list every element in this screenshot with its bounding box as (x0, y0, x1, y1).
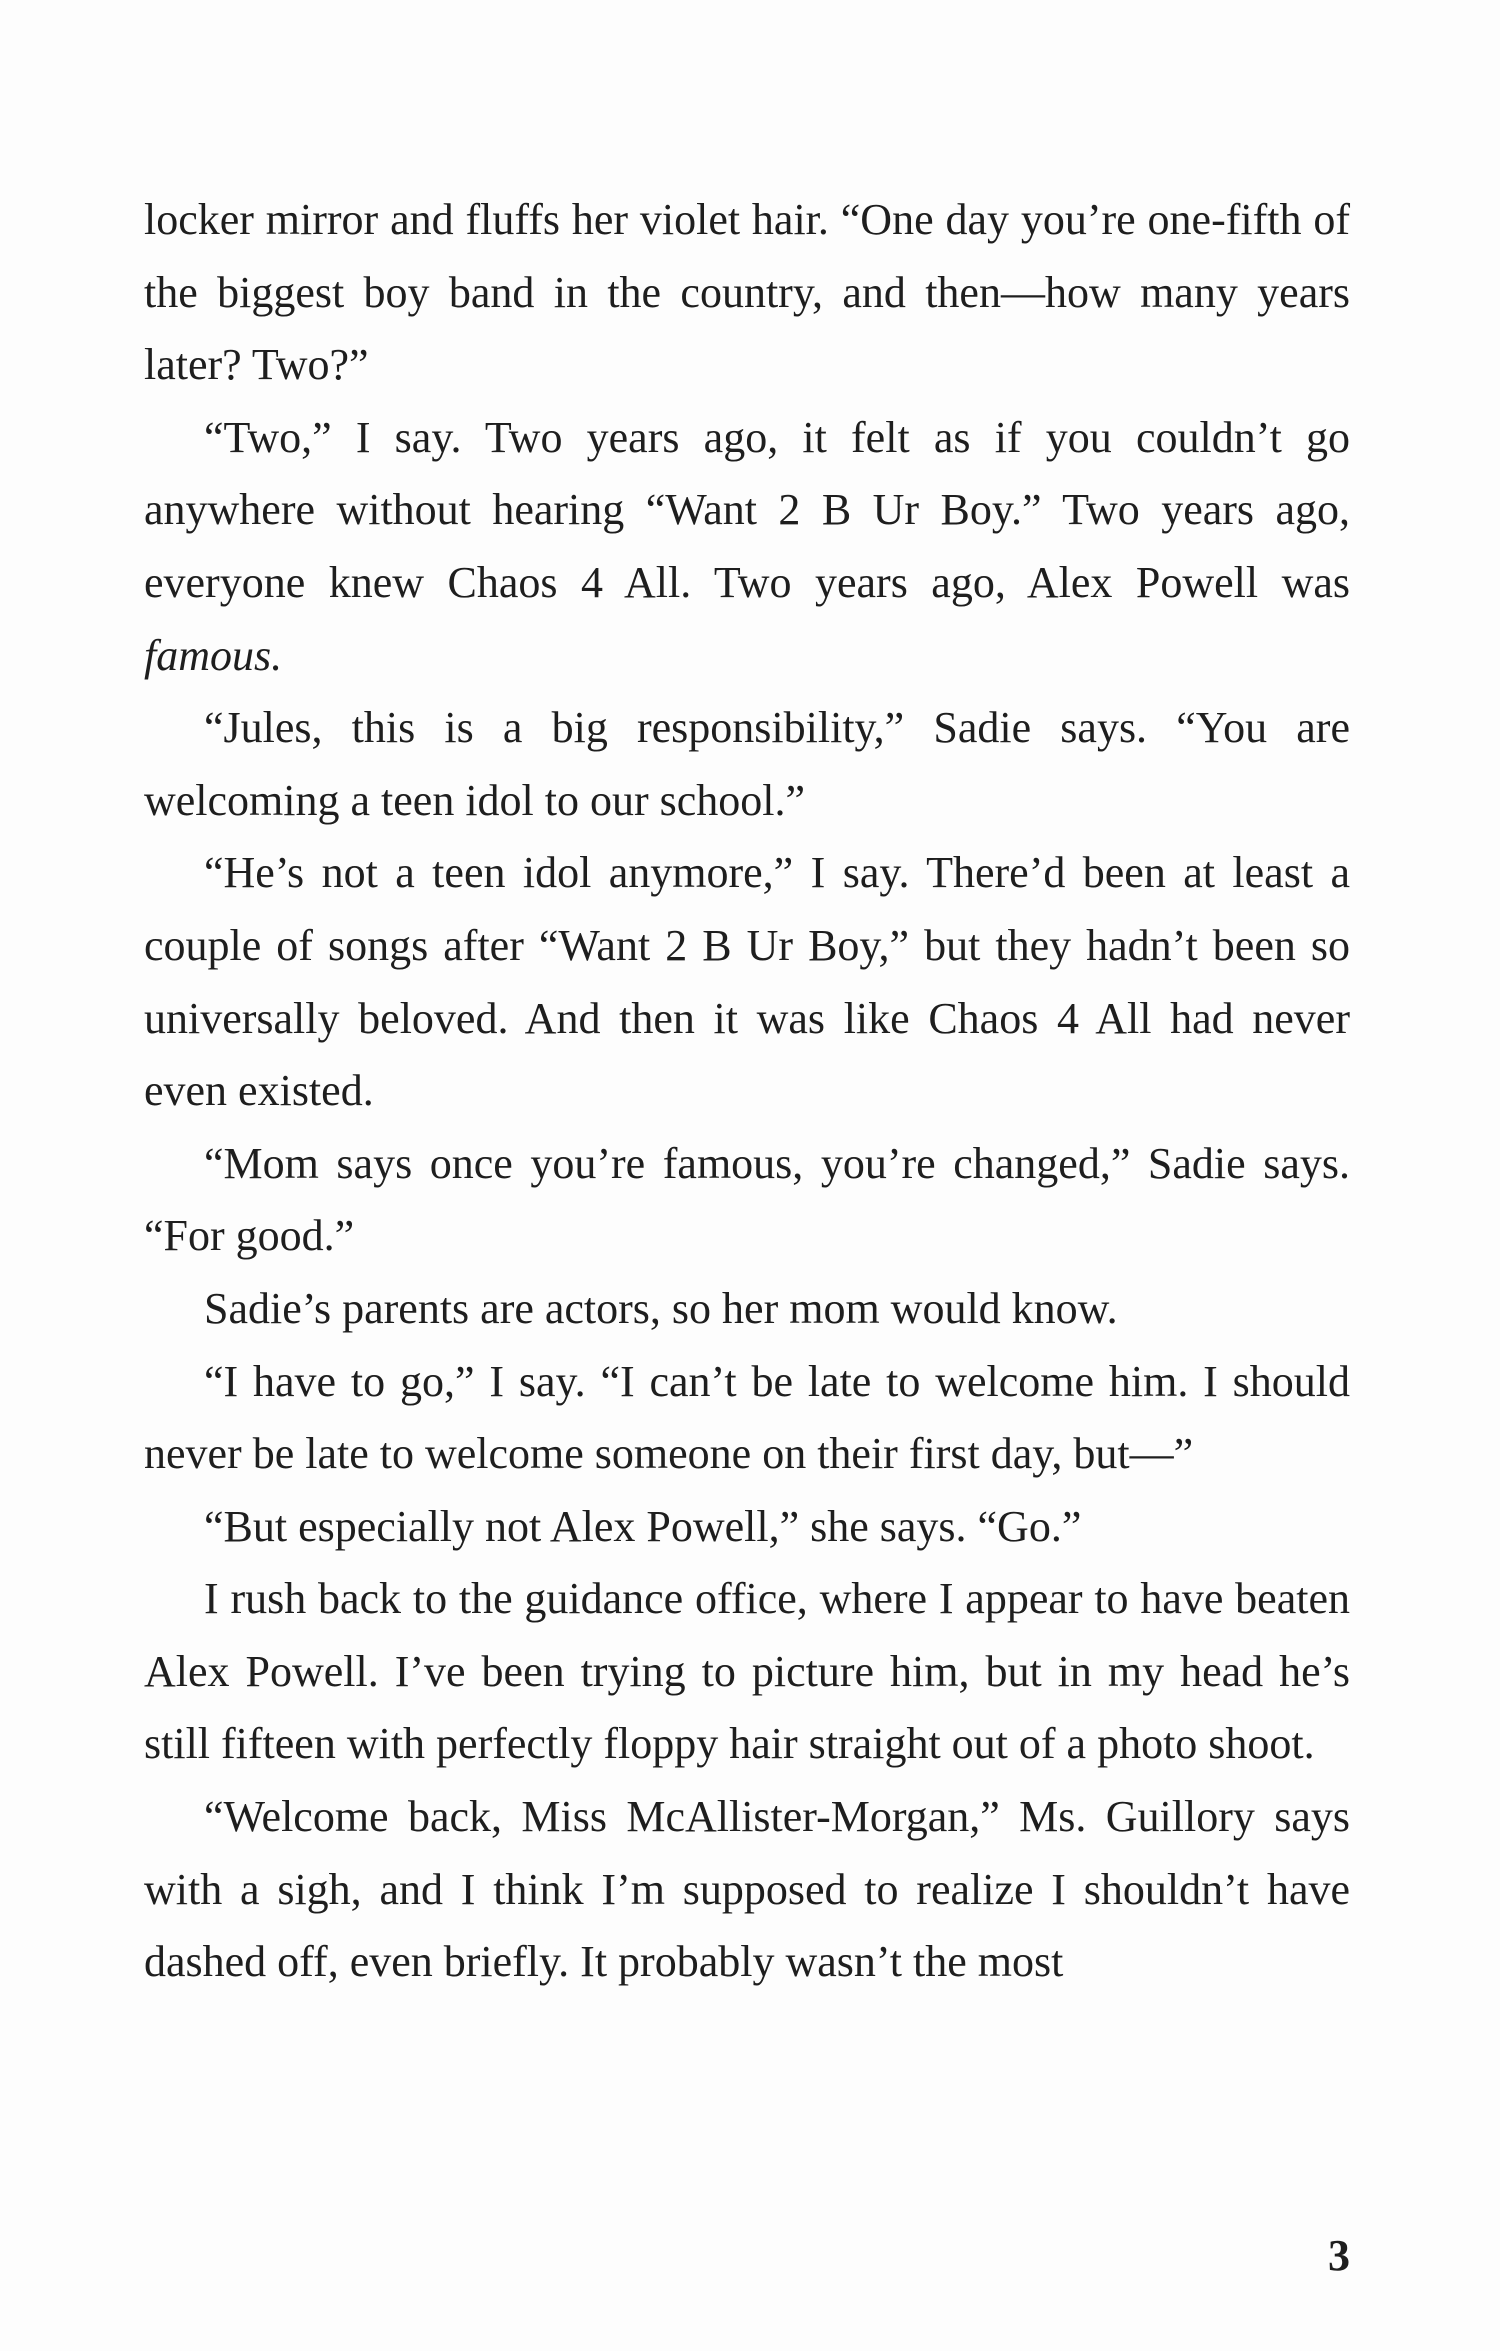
text-run: “I have to go,” I say. “I can’t be late to welcome him. I should never be late to welcome someone on their first day, but—” (144, 1356, 1350, 1479)
page-number: 3 (1328, 2231, 1350, 2280)
text-run: “Jules, this is a big responsibility,” Sadie says. “You are welcoming a teen idol to our school.” (144, 703, 1350, 825)
paragraph (144, 1781, 1350, 1999)
paragraph (144, 1491, 1350, 1564)
italic-text: famous. (144, 630, 283, 680)
text-run: Sadie’s parents are actors, so her mom would know. (204, 1283, 1118, 1333)
text-run: I rush back to the guidance office, where I appear to have beaten Alex Powell. I’ve been trying to picture him, but in my head he’s still fifteen with perfectly floppy hair straight out of a photo shoot. (144, 1574, 1350, 1769)
paragraph (144, 1128, 1350, 1273)
body-text (144, 184, 1350, 1999)
text-run: “Two,” I say. Two years ago, it felt as if you couldn’t go anywhere without hearing “Want 2 B Ur Boy.” Two years ago, everyone knew Chaos 4 All. Two years ago, Alex Powell was (144, 412, 1350, 607)
text-run: “Mom says once you’re famous, you’re changed,” Sadie says. “For good.” (144, 1138, 1350, 1261)
paragraph (144, 1346, 1350, 1491)
paragraph (144, 1563, 1350, 1781)
paragraph (144, 402, 1350, 692)
text-run: “But especially not Alex Powell,” she says. “Go.” (204, 1501, 1082, 1551)
text-run: “Welcome back, Miss McAllister-Morgan,” Ms. Guillory says with a sigh, and I think I’m supposed to realize I shouldn’t have dashed off, even briefly. It probably wasn’t the most (144, 1792, 1350, 1987)
paragraph (144, 692, 1350, 837)
text-run: locker mirror and fluffs her violet hair. “One day you’re one-fifth of the biggest boy band in the country, and then—how many years later? Two?” (144, 195, 1350, 390)
paragraph (144, 1273, 1350, 1346)
text-run: “He’s not a teen idol anymore,” I say. There’d been at least a couple of songs after “Want 2 B Ur Boy,” but they hadn’t been so universally beloved. And then it was like Chaos 4 All had never even existed. (144, 848, 1350, 1116)
paragraph (144, 837, 1350, 1127)
paragraph (144, 184, 1350, 402)
